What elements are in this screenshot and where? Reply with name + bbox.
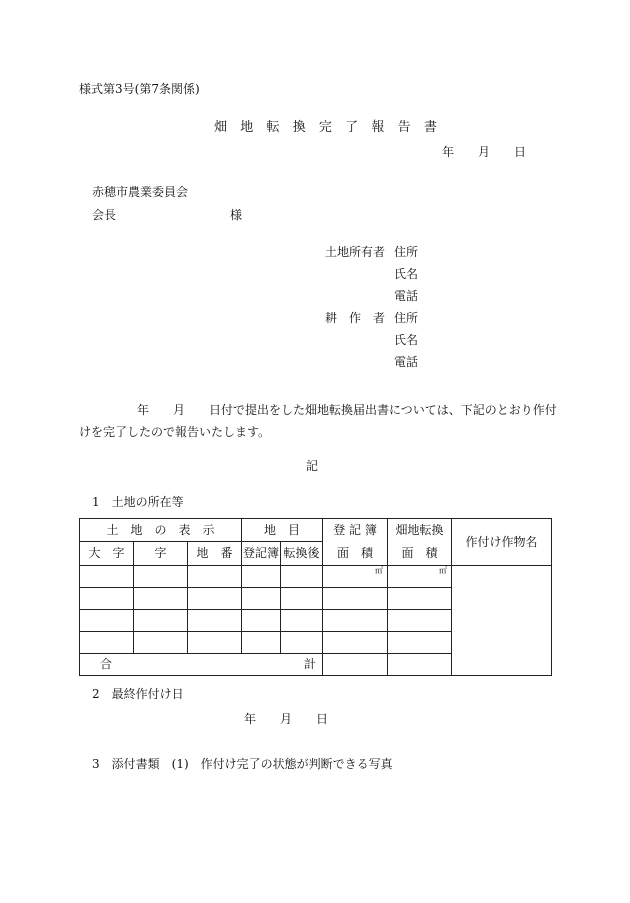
table-cell[interactable]	[388, 609, 452, 631]
table-row	[80, 565, 552, 587]
table-cell[interactable]	[242, 609, 281, 631]
table-cell[interactable]	[388, 631, 452, 653]
cultivator-name-label: 氏名	[394, 333, 419, 347]
table-cell[interactable]	[323, 587, 388, 609]
owner-address-label: 住所	[394, 245, 419, 259]
table-cell[interactable]	[134, 609, 188, 631]
last-planting-date: 年 月 日	[244, 712, 329, 726]
table-cell[interactable]	[188, 565, 242, 587]
land-table	[79, 518, 552, 676]
table-cell[interactable]	[281, 609, 323, 631]
table-cell[interactable]	[281, 565, 323, 587]
body-line-2: けを完了したので報告いたします。	[79, 425, 271, 439]
registry-area-cell[interactable]: ㎡	[323, 565, 388, 587]
total-label: 合 計	[80, 653, 323, 675]
recipient-position: 会長	[92, 208, 117, 222]
cultivator-address-label: 住所	[394, 311, 419, 325]
body-line-1: 年 月 日付で提出をした畑地転換届出書については、下記のとおり作付	[137, 403, 557, 417]
owner-label: 土地所有者	[325, 245, 386, 259]
table-cell[interactable]	[80, 565, 134, 587]
table-cell[interactable]	[134, 587, 188, 609]
ki-heading: 記	[306, 459, 319, 473]
crop-name-cell[interactable]	[452, 565, 552, 675]
subheader-registered: 登記簿	[242, 542, 281, 565]
section-2-heading: 2 最終作付け日	[92, 687, 184, 701]
header-registry-area: 登 記 簿 面 積	[323, 519, 388, 566]
recipient-organization: 赤穂市農業委員会	[92, 185, 189, 199]
converted-area-cell[interactable]: ㎡	[388, 565, 452, 587]
table-cell[interactable]	[188, 631, 242, 653]
header-crop-name: 作付け作物名	[452, 519, 552, 566]
section-3-heading: 3 添付書類 (1) 作付け完了の状態が判断できる写真	[92, 757, 393, 771]
table-cell[interactable]	[134, 631, 188, 653]
table-cell[interactable]	[80, 631, 134, 653]
total-registry-area[interactable]	[323, 653, 388, 675]
submission-date: 年 月 日	[442, 145, 527, 159]
table-cell[interactable]	[80, 587, 134, 609]
section-1-heading: 1 土地の所在等	[92, 495, 184, 509]
header-converted-area: 畑地転換 面 積	[388, 519, 452, 566]
table-cell[interactable]	[188, 609, 242, 631]
form-number: 様式第3号(第7条関係)	[79, 82, 200, 96]
table-cell[interactable]	[134, 565, 188, 587]
table-cell[interactable]	[80, 609, 134, 631]
total-converted-area[interactable]	[388, 653, 452, 675]
table-cell[interactable]	[242, 631, 281, 653]
subheader-after-conversion: 転換後	[281, 542, 323, 565]
cultivator-phone-label: 電話	[394, 355, 419, 369]
table-cell[interactable]	[281, 587, 323, 609]
header-land-description: 土 地 の 表 示	[80, 519, 242, 542]
table-cell[interactable]	[242, 565, 281, 587]
subheader-oaza: 大 字	[80, 542, 134, 565]
owner-phone-label: 電話	[394, 289, 419, 303]
table-cell[interactable]	[388, 587, 452, 609]
header-chimoku: 地 目	[242, 519, 323, 542]
cultivator-label: 耕 作 者	[325, 311, 386, 325]
recipient-honorific: 様	[230, 208, 243, 222]
table-cell[interactable]	[242, 587, 281, 609]
table-cell[interactable]	[188, 587, 242, 609]
table-cell[interactable]	[281, 631, 323, 653]
subheader-chiban: 地 番	[188, 542, 242, 565]
owner-name-label: 氏名	[394, 267, 419, 281]
table-cell[interactable]	[323, 609, 388, 631]
table-cell[interactable]	[323, 631, 388, 653]
document-title: 畑 地 転 換 完 了 報 告 書	[214, 120, 442, 135]
subheader-aza: 字	[134, 542, 188, 565]
